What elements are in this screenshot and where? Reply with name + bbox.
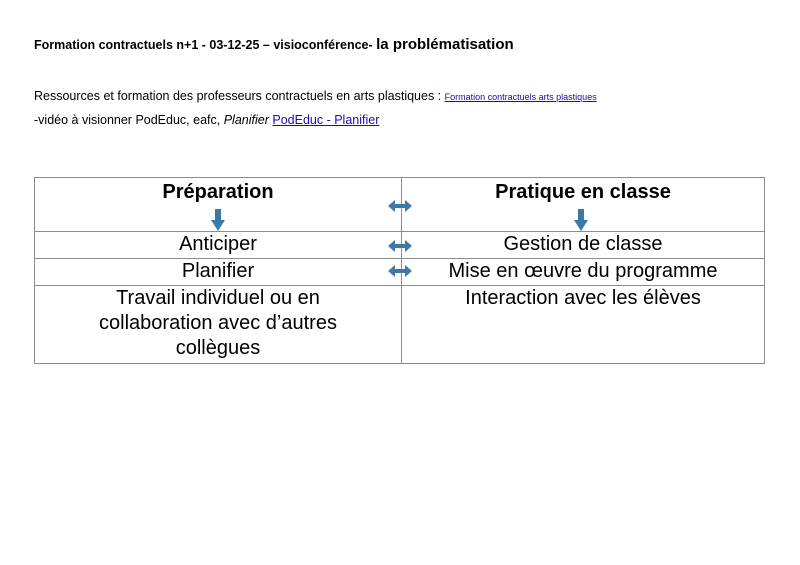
header-pratique: Pratique en classe	[495, 181, 671, 203]
table-cell	[35, 259, 402, 286]
resources-text: Ressources et formation des professeurs contractuels en arts plastiques :	[34, 89, 445, 103]
video-text: -vidéo à visionner PodEduc, eafc,	[34, 113, 224, 127]
video-italic-text: Planifier	[223, 113, 269, 127]
down-arrow-icon	[574, 209, 588, 231]
title-emphasis: la problématisation	[376, 36, 514, 53]
table-cell	[402, 259, 765, 286]
table-header-row	[35, 178, 765, 232]
resources-link[interactable]: Formation contractuels arts plastiques	[444, 92, 597, 102]
table-row	[35, 259, 765, 286]
table-cell	[402, 232, 765, 259]
table-cell	[35, 286, 402, 364]
table-row	[35, 232, 765, 259]
table-cell	[35, 232, 402, 259]
header-cell-preparation	[35, 178, 402, 232]
cell-text: Travail individuel ou en collaboration avec d’autres collègues	[99, 287, 337, 359]
comparison-table	[34, 177, 765, 364]
cell-text: Interaction avec les élèves	[465, 287, 701, 309]
document-title	[34, 36, 514, 53]
title-prefix: Formation contractuels n+1 - 03-12-25 – visioconférence-	[34, 38, 377, 52]
cell-text: Anticiper	[179, 233, 257, 255]
down-arrow-icon	[211, 209, 225, 231]
video-line	[34, 113, 379, 127]
resources-line	[34, 89, 597, 103]
cell-text: Gestion de classe	[503, 233, 663, 255]
cell-text: Planifier	[181, 260, 255, 282]
header-preparation: Préparation	[162, 181, 274, 203]
video-link[interactable]: PodEduc - Planifier	[272, 113, 380, 127]
header-cell-pratique	[402, 178, 765, 232]
table-row	[35, 286, 765, 364]
table-cell	[402, 286, 765, 364]
cell-text: Mise en œuvre du programme	[448, 260, 718, 282]
